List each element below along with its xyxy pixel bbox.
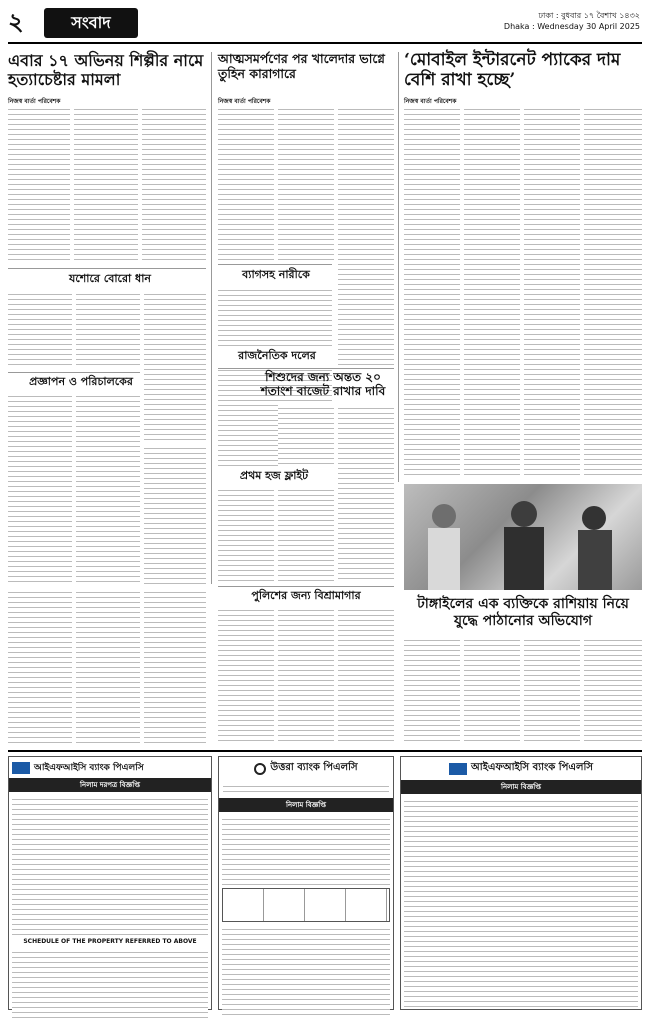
story-3-byline: নিজস্ব বার্তা পরিবেশক [404, 98, 457, 105]
story-5-headline: ব্যাগসহ নারীকে [242, 268, 310, 281]
story-2-column [278, 105, 334, 260]
story-11-column [404, 636, 460, 744]
story-4-headline: যশোরে বোরো ধান [69, 272, 151, 285]
story-7-column [76, 392, 140, 584]
section-rule [8, 372, 140, 373]
ads-divider [8, 750, 642, 752]
story-9-headline: শিশুদের জন্য অন্তত ২০ শতাংশ বাজেট রাখার দাবি [260, 370, 386, 399]
ific-logo-icon [449, 763, 467, 775]
ad-1-schedule-body [12, 948, 208, 1018]
story-7-column [144, 444, 206, 584]
story-3-column [404, 105, 460, 477]
advert-ific-1 [8, 756, 212, 1010]
section-rule [218, 586, 394, 587]
ad-2-table [222, 888, 390, 922]
column-rule [211, 52, 212, 584]
ad-1-body [12, 795, 208, 935]
ad-1-bank-name: আইএফআইসি ব্যাংক পিএলসি [34, 763, 144, 773]
story-11-headline: টাঙ্গাইলের এক ব্যক্তিকে রাশিয়ায় নিয়ে যুদ্ধে পাঠানোর অভিযোগ [417, 596, 629, 629]
story-2-column [338, 105, 394, 365]
story-10-headline: পুলিশের জন্য বিশ্রামাগার [251, 589, 361, 602]
ad-1-title: নিলাম দরপত্র বিজ্ঞপ্তি [9, 778, 211, 792]
story-8-column [278, 486, 334, 582]
dateline [504, 10, 640, 32]
story-3-column [464, 105, 520, 477]
story-1-byline: নিজস্ব বার্তা পরিবেশক [8, 98, 61, 105]
ific-logo-icon [12, 762, 30, 774]
ad-3-title: নিলাম বিজ্ঞপ্তি [401, 780, 641, 794]
ad-2-title: নিলাম বিজ্ঞপ্তি [219, 798, 393, 812]
story-8-column [218, 486, 274, 582]
story-7-column [8, 588, 72, 744]
story-4-column [144, 290, 206, 440]
story-9-column [338, 404, 394, 580]
photo-people-illustration [404, 484, 642, 590]
story-4-column [76, 290, 140, 368]
story-2-byline: নিজস্ব বার্তা পরিবেশক [218, 98, 271, 105]
story-1-column [74, 105, 138, 263]
story-11-column [464, 636, 520, 744]
story-8-headline: প্রথম হজ ফ্লাইট [239, 469, 309, 482]
story-11-column [524, 636, 580, 744]
story-4-column [8, 290, 72, 368]
story-5-column [218, 286, 332, 346]
story-10-column [338, 606, 394, 744]
story-7-headline: প্রজ্ঞাপন ও পরিচালকের [29, 375, 133, 388]
section-rule [218, 368, 394, 369]
masthead [8, 4, 642, 44]
ad-2-terms [222, 925, 390, 1018]
story-3-column [584, 105, 642, 477]
ad-2-body [222, 815, 390, 885]
advert-uttara [218, 756, 394, 1010]
section-rule [8, 268, 206, 269]
newspaper-logo: সংবাদ [44, 8, 138, 38]
story-6-headline: রাজনৈতিক দলের [238, 349, 316, 362]
story-1-headline: এবার ১৭ অভিনয় শিল্পীর নামে হত্যাচেষ্টার মামলা [8, 51, 204, 89]
story-10-column [278, 606, 334, 744]
ad-2-address [223, 782, 389, 796]
ad-2-bank-name: উত্তরা ব্যাংক পিএলসি [270, 762, 358, 773]
story-1-column [8, 105, 70, 263]
story-7-column [8, 392, 72, 584]
story-3-headline: ‘মোবাইল ইন্টারনেট প্যাকের দাম বেশি রাখা হচ্ছে’ [404, 50, 621, 91]
story-7-column [144, 588, 206, 744]
advert-ific-2 [400, 756, 642, 1010]
story-2-column [218, 105, 274, 260]
ad-3-bank-name: আইএফআইসি ব্যাংক পিএলসি [471, 762, 593, 773]
column-rule [398, 52, 399, 482]
page-number: ২ [8, 7, 24, 36]
uttara-logo-icon [254, 763, 266, 775]
story-2-headline: আত্মসমর্পণের পর খালেদার ভাগ্নে তুহিন কারাগারে [218, 51, 385, 81]
story-1-column [142, 105, 206, 263]
story-3-column [524, 105, 580, 477]
date-bengali: ঢাকা : বুধবার ১৭ বৈশাখ ১৪৩২ [538, 11, 640, 20]
news-photo [404, 484, 642, 590]
story-9-column [278, 404, 334, 466]
date-english: Dhaka : Wednesday 30 April 2025 [503, 22, 640, 31]
story-7-column [76, 588, 140, 744]
story-10-column [218, 606, 274, 744]
section-rule [218, 264, 332, 265]
story-11-column [584, 636, 642, 744]
ad-3-body [404, 797, 638, 1007]
ad-1-schedule-title: SCHEDULE OF THE PROPERTY REFERRED TO ABOVE [23, 938, 197, 945]
